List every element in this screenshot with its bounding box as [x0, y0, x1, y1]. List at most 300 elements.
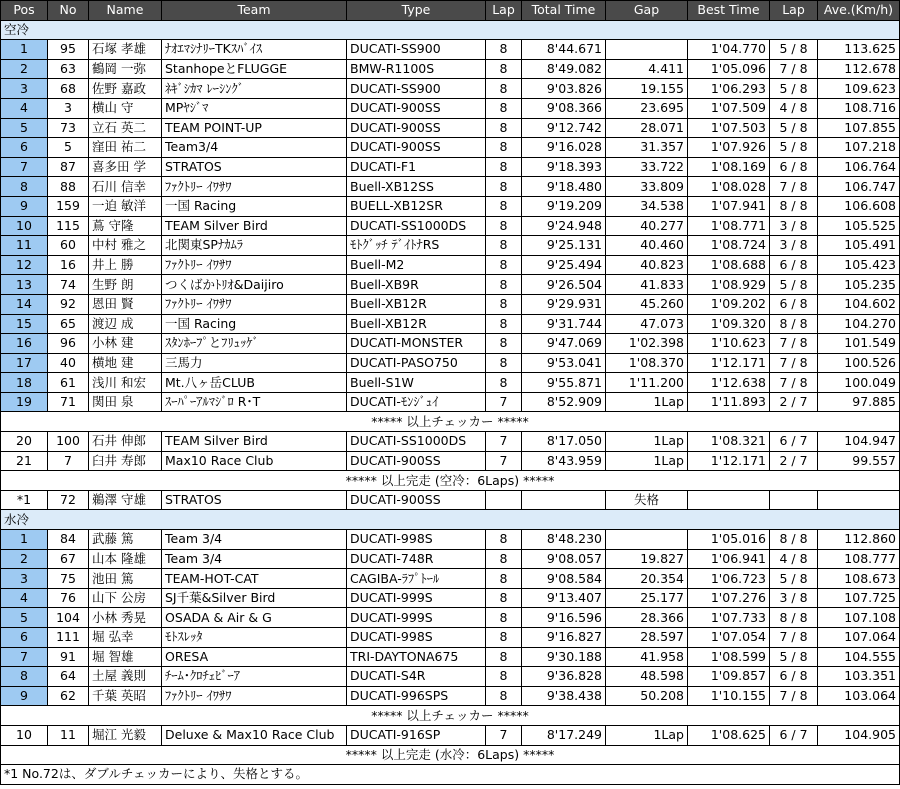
- group-note: ***** 以上完走 (水冷：6Laps) *****: [1, 745, 900, 765]
- cell-best-time: 1'10.623: [688, 334, 770, 354]
- cell-best-lap: 3 / 8: [770, 588, 818, 608]
- cell-number: 11: [48, 725, 89, 745]
- cell-average-speed: 105.235: [818, 275, 900, 295]
- cell-name: 小林 建: [89, 334, 162, 354]
- cell-best-time: 1'09.320: [688, 314, 770, 334]
- cell-best-lap: 5 / 8: [770, 275, 818, 295]
- cell-best-lap: 5 / 8: [770, 79, 818, 99]
- cell-name: 中村 雅之: [89, 236, 162, 256]
- cell-best-time: 1'07.054: [688, 628, 770, 648]
- cell-number: 71: [48, 392, 89, 412]
- cell-pos: 3: [1, 569, 48, 589]
- cell-pos: 21: [1, 451, 48, 471]
- column-header-type: Type: [347, 1, 486, 21]
- cell-total-time: 8'17.249: [522, 725, 606, 745]
- cell-average-speed: 107.108: [818, 608, 900, 628]
- footnote: *1 No.72は、ダブルチェッカーにより、失格とする。: [1, 765, 900, 785]
- table-row: [1, 314, 900, 334]
- table-row: [1, 667, 900, 687]
- cell-total-time: 9'16.028: [522, 138, 606, 158]
- table-row: [1, 353, 900, 373]
- cell-number: 87: [48, 157, 89, 177]
- cell-gap: 48.598: [606, 667, 688, 687]
- cell-pos: 18: [1, 373, 48, 393]
- cell-laps: 8: [486, 530, 522, 550]
- cell-gap: 33.722: [606, 157, 688, 177]
- cell-type: ﾓﾄｸﾞｯﾁ ﾃﾞｲﾄﾅRS: [347, 236, 486, 256]
- cell-pos: 10: [1, 216, 48, 236]
- cell-number: 16: [48, 255, 89, 275]
- table-row: [1, 236, 900, 256]
- cell-number: 67: [48, 549, 89, 569]
- cell-team: 一国 Racing: [162, 314, 347, 334]
- table-row: [1, 451, 900, 471]
- cell-number: 84: [48, 530, 89, 550]
- cell-best-lap: 7 / 8: [770, 373, 818, 393]
- cell-gap: 40.460: [606, 236, 688, 256]
- cell-name: 堀 智雄: [89, 647, 162, 667]
- cell-best-lap: 4 / 8: [770, 549, 818, 569]
- cell-laps: 8: [486, 373, 522, 393]
- cell-average-speed: 103.351: [818, 667, 900, 687]
- cell-laps: 8: [486, 118, 522, 138]
- cell-type: Buell-S1W: [347, 373, 486, 393]
- cell-pos: 2: [1, 549, 48, 569]
- cell-number: 96: [48, 334, 89, 354]
- cell-average-speed: 105.491: [818, 236, 900, 256]
- cell-best-time: 1'07.733: [688, 608, 770, 628]
- cell-laps: 8: [486, 549, 522, 569]
- cell-total-time: 9'36.828: [522, 667, 606, 687]
- cell-best-lap: 5 / 8: [770, 138, 818, 158]
- cell-best-lap: 6 / 8: [770, 294, 818, 314]
- cell-total-time: 9'08.584: [522, 569, 606, 589]
- cell-number: 73: [48, 118, 89, 138]
- cell-team: Team 3/4: [162, 549, 347, 569]
- cell-type: DUCATI-PASO750: [347, 353, 486, 373]
- cell-team: Mt.八ヶ岳CLUB: [162, 373, 347, 393]
- cell-name: 石塚 孝雄: [89, 40, 162, 60]
- cell-name: 喜多田 学: [89, 157, 162, 177]
- cell-laps: 8: [486, 40, 522, 60]
- cell-team: ﾌｧｸﾄﾘｰ ｲﾜｻﾜ: [162, 294, 347, 314]
- cell-best-lap: 2 / 7: [770, 451, 818, 471]
- cell-best-time: 1'08.028: [688, 177, 770, 197]
- cell-name: 臼井 寿郎: [89, 451, 162, 471]
- cell-type: DUCATI-996SPS: [347, 686, 486, 706]
- cell-best-time: 1'06.941: [688, 549, 770, 569]
- cell-team: STRATOS: [162, 157, 347, 177]
- cell-total-time: 9'24.948: [522, 216, 606, 236]
- cell-total-time: 9'30.188: [522, 647, 606, 667]
- cell-average-speed: 104.602: [818, 294, 900, 314]
- cell-pos: 20: [1, 432, 48, 452]
- cell-average-speed: 108.777: [818, 549, 900, 569]
- cell-laps: 8: [486, 608, 522, 628]
- cell-pos: 6: [1, 138, 48, 158]
- table-row: [1, 157, 900, 177]
- cell-gap: 41.833: [606, 275, 688, 295]
- cell-total-time: 9'18.393: [522, 157, 606, 177]
- cell-best-time: 1'08.599: [688, 647, 770, 667]
- cell-number: 95: [48, 40, 89, 60]
- cell-gap: 25.177: [606, 588, 688, 608]
- table-row: [1, 530, 900, 550]
- table-row: [1, 275, 900, 295]
- cell-laps: 8: [486, 138, 522, 158]
- cell-number: 64: [48, 667, 89, 687]
- cell-laps: 8: [486, 98, 522, 118]
- cell-team: ﾌｧｸﾄﾘｰ ｲﾜｻﾜ: [162, 686, 347, 706]
- cell-pos: 5: [1, 118, 48, 138]
- cell-number: 68: [48, 79, 89, 99]
- cell-number: 88: [48, 177, 89, 197]
- cell-team: StanhopeとFLUGGE: [162, 59, 347, 79]
- cell-laps: 8: [486, 236, 522, 256]
- cell-number: 76: [48, 588, 89, 608]
- cell-team: STRATOS: [162, 490, 347, 510]
- cell-average-speed: 107.064: [818, 628, 900, 648]
- cell-best-time: 1'08.771: [688, 216, 770, 236]
- cell-best-time: 1'07.503: [688, 118, 770, 138]
- cell-number: 60: [48, 236, 89, 256]
- cell-best-time: 1'08.169: [688, 157, 770, 177]
- cell-number: 92: [48, 294, 89, 314]
- cell-total-time: 9'16.827: [522, 628, 606, 648]
- cell-gap: 31.357: [606, 138, 688, 158]
- cell-best-lap: 8 / 8: [770, 314, 818, 334]
- cell-average-speed: 108.673: [818, 569, 900, 589]
- cell-type: DUCATI-SS1000DS: [347, 216, 486, 236]
- cell-best-time: 1'08.321: [688, 432, 770, 452]
- cell-best-time: 1'12.171: [688, 451, 770, 471]
- cell-type: DUCATI-ﾓﾝｼﾞｭｲ: [347, 392, 486, 412]
- cell-laps: 8: [486, 588, 522, 608]
- cell-total-time: 9'47.069: [522, 334, 606, 354]
- cell-gap: 41.958: [606, 647, 688, 667]
- cell-best-time: 1'12.171: [688, 353, 770, 373]
- cell-gap: 33.809: [606, 177, 688, 197]
- cell-team: 北関東SPﾅｶﾑﾗ: [162, 236, 347, 256]
- cell-total-time: 9'26.504: [522, 275, 606, 295]
- cell-pos: 9: [1, 196, 48, 216]
- cell-best-lap: 7 / 8: [770, 177, 818, 197]
- cell-gap: 1Lap: [606, 725, 688, 745]
- cell-laps: [486, 490, 522, 510]
- cell-pos: 1: [1, 40, 48, 60]
- cell-average-speed: 99.557: [818, 451, 900, 471]
- cell-number: 74: [48, 275, 89, 295]
- cell-pos: 6: [1, 628, 48, 648]
- cell-gap: 1'02.398: [606, 334, 688, 354]
- cell-type: DUCATI-900SS: [347, 138, 486, 158]
- cell-best-lap: 7 / 8: [770, 353, 818, 373]
- cell-name: 土屋 義則: [89, 667, 162, 687]
- cell-average-speed: 101.549: [818, 334, 900, 354]
- group-note: ***** 以上完走 (空冷：6Laps) *****: [1, 471, 900, 491]
- cell-team: SJ千葉&Silver Bird: [162, 588, 347, 608]
- cell-laps: 8: [486, 196, 522, 216]
- cell-gap: 28.597: [606, 628, 688, 648]
- cell-best-time: 1'10.155: [688, 686, 770, 706]
- cell-laps: 8: [486, 59, 522, 79]
- cell-name: 山下 公房: [89, 588, 162, 608]
- cell-average-speed: 112.678: [818, 59, 900, 79]
- group-note-row: [1, 471, 900, 491]
- cell-team: ﾌｧｸﾄﾘｰ ｲﾜｻﾜ: [162, 177, 347, 197]
- table-row: [1, 334, 900, 354]
- section-title: 空冷: [1, 20, 900, 40]
- cell-best-lap: 7 / 8: [770, 628, 818, 648]
- cell-type: DUCATI-900SS: [347, 118, 486, 138]
- cell-team: Deluxe & Max10 Race Club: [162, 725, 347, 745]
- cell-best-time: 1'05.016: [688, 530, 770, 550]
- table-row: [1, 647, 900, 667]
- cell-pos: 10: [1, 725, 48, 745]
- cell-average-speed: 107.218: [818, 138, 900, 158]
- cell-number: 7: [48, 451, 89, 471]
- cell-laps: 7: [486, 451, 522, 471]
- cell-laps: 8: [486, 177, 522, 197]
- cell-total-time: 9'29.931: [522, 294, 606, 314]
- cell-name: 石川 信幸: [89, 177, 162, 197]
- cell-pos: 11: [1, 236, 48, 256]
- cell-number: 159: [48, 196, 89, 216]
- table-row: [1, 432, 900, 452]
- cell-type: DUCATI-998S: [347, 530, 486, 550]
- cell-gap: 19.827: [606, 549, 688, 569]
- cell-laps: 8: [486, 314, 522, 334]
- table-row: [1, 549, 900, 569]
- cell-type: BMW-R1100S: [347, 59, 486, 79]
- cell-total-time: 9'08.057: [522, 549, 606, 569]
- cell-team: Max10 Race Club: [162, 451, 347, 471]
- cell-number: 91: [48, 647, 89, 667]
- cell-laps: 8: [486, 334, 522, 354]
- cell-laps: 8: [486, 157, 522, 177]
- cell-team: ﾁｰﾑ･ｸﾛﾁｪﾋﾞｰｱ: [162, 667, 347, 687]
- cell-pos: 13: [1, 275, 48, 295]
- cell-team: ORESA: [162, 647, 347, 667]
- cell-pos: 4: [1, 98, 48, 118]
- cell-number: 115: [48, 216, 89, 236]
- cell-best-time: 1'05.096: [688, 59, 770, 79]
- cell-best-lap: 6 / 8: [770, 255, 818, 275]
- cell-best-lap: 8 / 8: [770, 608, 818, 628]
- cell-gap: 1Lap: [606, 451, 688, 471]
- cell-total-time: 8'43.959: [522, 451, 606, 471]
- cell-name: 堀 弘幸: [89, 628, 162, 648]
- cell-type: DUCATI-SS900: [347, 79, 486, 99]
- cell-team: ﾅｵｴﾏｼﾅﾘｰTKｽﾊﾞｲｽ: [162, 40, 347, 60]
- cell-best-time: [688, 490, 770, 510]
- section-header: [1, 510, 900, 530]
- cell-total-time: 9'03.826: [522, 79, 606, 99]
- cell-pos: 4: [1, 588, 48, 608]
- cell-name: 石井 伸郎: [89, 432, 162, 452]
- cell-best-lap: 3 / 8: [770, 216, 818, 236]
- cell-best-lap: 6 / 8: [770, 157, 818, 177]
- cell-name: 佐野 嘉政: [89, 79, 162, 99]
- cell-average-speed: 109.623: [818, 79, 900, 99]
- cell-pos: 8: [1, 667, 48, 687]
- cell-total-time: 9'55.871: [522, 373, 606, 393]
- table-row: [1, 177, 900, 197]
- cell-best-lap: 7 / 8: [770, 334, 818, 354]
- cell-team: つくばかﾄﾘｵ&Daijiro: [162, 275, 347, 295]
- header-row: [1, 1, 900, 21]
- results-body: [1, 1, 900, 785]
- group-note-row: [1, 412, 900, 432]
- table-row: [1, 725, 900, 745]
- cell-total-time: [522, 490, 606, 510]
- group-note: ***** 以上チェッカー *****: [1, 706, 900, 726]
- cell-total-time: 9'13.407: [522, 588, 606, 608]
- column-header-average-speed: Ave.(Km/h): [818, 1, 900, 21]
- cell-type: TRI-DAYTONA675: [347, 647, 486, 667]
- cell-name: 一迫 敏洋: [89, 196, 162, 216]
- cell-type: DUCATI-999S: [347, 608, 486, 628]
- cell-type: Buell-XB12R: [347, 294, 486, 314]
- cell-best-lap: 8 / 8: [770, 530, 818, 550]
- cell-gap: 40.277: [606, 216, 688, 236]
- cell-average-speed: 100.526: [818, 353, 900, 373]
- cell-laps: 8: [486, 275, 522, 295]
- cell-laps: 8: [486, 255, 522, 275]
- cell-laps: 7: [486, 392, 522, 412]
- cell-best-lap: 2 / 7: [770, 392, 818, 412]
- column-header-gap: Gap: [606, 1, 688, 21]
- cell-best-lap: 7 / 8: [770, 59, 818, 79]
- cell-best-time: 1'07.509: [688, 98, 770, 118]
- column-header-total-time: Total Time: [522, 1, 606, 21]
- table-row: [1, 392, 900, 412]
- table-row: [1, 40, 900, 60]
- cell-average-speed: 107.855: [818, 118, 900, 138]
- cell-average-speed: 112.860: [818, 530, 900, 550]
- cell-best-time: 1'09.202: [688, 294, 770, 314]
- group-note-row: [1, 745, 900, 765]
- cell-number: 104: [48, 608, 89, 628]
- cell-type: DUCATI-MONSTER: [347, 334, 486, 354]
- cell-gap: 50.208: [606, 686, 688, 706]
- cell-laps: 7: [486, 725, 522, 745]
- cell-best-time: 1'04.770: [688, 40, 770, 60]
- cell-name: 蔦 守隆: [89, 216, 162, 236]
- cell-name: 小林 秀晃: [89, 608, 162, 628]
- cell-best-time: 1'06.723: [688, 569, 770, 589]
- cell-total-time: 8'48.230: [522, 530, 606, 550]
- cell-laps: 8: [486, 216, 522, 236]
- cell-name: 堀江 光毅: [89, 725, 162, 745]
- cell-type: Buell-XB12R: [347, 314, 486, 334]
- cell-best-time: 1'08.625: [688, 725, 770, 745]
- cell-gap: [606, 40, 688, 60]
- cell-number: 100: [48, 432, 89, 452]
- table-row: [1, 490, 900, 510]
- cell-total-time: 9'25.494: [522, 255, 606, 275]
- cell-total-time: 9'19.209: [522, 196, 606, 216]
- cell-name: 千葉 英昭: [89, 686, 162, 706]
- cell-laps: 8: [486, 686, 522, 706]
- cell-number: 5: [48, 138, 89, 158]
- table-row: [1, 255, 900, 275]
- cell-type: DUCATI-900SS: [347, 98, 486, 118]
- cell-total-time: 9'38.438: [522, 686, 606, 706]
- cell-name: 窪田 祐二: [89, 138, 162, 158]
- cell-team: TEAM Silver Bird: [162, 216, 347, 236]
- group-note: ***** 以上チェッカー *****: [1, 412, 900, 432]
- column-header-best-time: Best Time: [688, 1, 770, 21]
- cell-laps: 7: [486, 432, 522, 452]
- cell-best-lap: 5 / 8: [770, 118, 818, 138]
- table-row: [1, 569, 900, 589]
- cell-average-speed: 104.270: [818, 314, 900, 334]
- cell-total-time: 9'53.041: [522, 353, 606, 373]
- cell-gap: 1'11.200: [606, 373, 688, 393]
- cell-average-speed: 105.423: [818, 255, 900, 275]
- cell-average-speed: 106.608: [818, 196, 900, 216]
- table-row: [1, 294, 900, 314]
- cell-type: DUCATI-SS1000DS: [347, 432, 486, 452]
- cell-pos: 3: [1, 79, 48, 99]
- cell-number: 65: [48, 314, 89, 334]
- table-row: [1, 373, 900, 393]
- cell-name: 生野 朗: [89, 275, 162, 295]
- cell-total-time: 8'49.082: [522, 59, 606, 79]
- footnote-row: [1, 765, 900, 785]
- cell-name: 浅川 和宏: [89, 373, 162, 393]
- cell-best-time: 1'07.926: [688, 138, 770, 158]
- cell-pos: 7: [1, 157, 48, 177]
- cell-best-lap: 3 / 8: [770, 236, 818, 256]
- cell-gap: 20.354: [606, 569, 688, 589]
- table-row: [1, 588, 900, 608]
- cell-best-lap: 7 / 8: [770, 686, 818, 706]
- cell-best-time: 1'12.638: [688, 373, 770, 393]
- column-header-pos: Pos: [1, 1, 48, 21]
- cell-laps: 8: [486, 628, 522, 648]
- table-row: [1, 59, 900, 79]
- cell-type: DUCATI-F1: [347, 157, 486, 177]
- cell-gap: 23.695: [606, 98, 688, 118]
- table-row: [1, 686, 900, 706]
- cell-type: DUCATI-900SS: [347, 451, 486, 471]
- cell-name: 鵜澤 守雄: [89, 490, 162, 510]
- cell-pos: 16: [1, 334, 48, 354]
- cell-gap: 28.071: [606, 118, 688, 138]
- cell-pos: 1: [1, 530, 48, 550]
- group-note-row: [1, 706, 900, 726]
- cell-gap: 1'08.370: [606, 353, 688, 373]
- cell-number: 72: [48, 490, 89, 510]
- cell-name: 横山 守: [89, 98, 162, 118]
- cell-average-speed: 100.049: [818, 373, 900, 393]
- table-row: [1, 98, 900, 118]
- cell-team: TEAM Silver Bird: [162, 432, 347, 452]
- cell-best-time: 1'11.893: [688, 392, 770, 412]
- cell-type: DUCATI-748R: [347, 549, 486, 569]
- column-header-best-lap: Lap: [770, 1, 818, 21]
- cell-gap: 40.823: [606, 255, 688, 275]
- cell-average-speed: 104.947: [818, 432, 900, 452]
- cell-total-time: 9'12.742: [522, 118, 606, 138]
- table-row: [1, 216, 900, 236]
- cell-pos: 19: [1, 392, 48, 412]
- cell-best-lap: 5 / 8: [770, 40, 818, 60]
- cell-team: ｽｰﾊﾟｰｱﾙﾏｼﾞﾛ R･T: [162, 392, 347, 412]
- cell-best-time: 1'08.724: [688, 236, 770, 256]
